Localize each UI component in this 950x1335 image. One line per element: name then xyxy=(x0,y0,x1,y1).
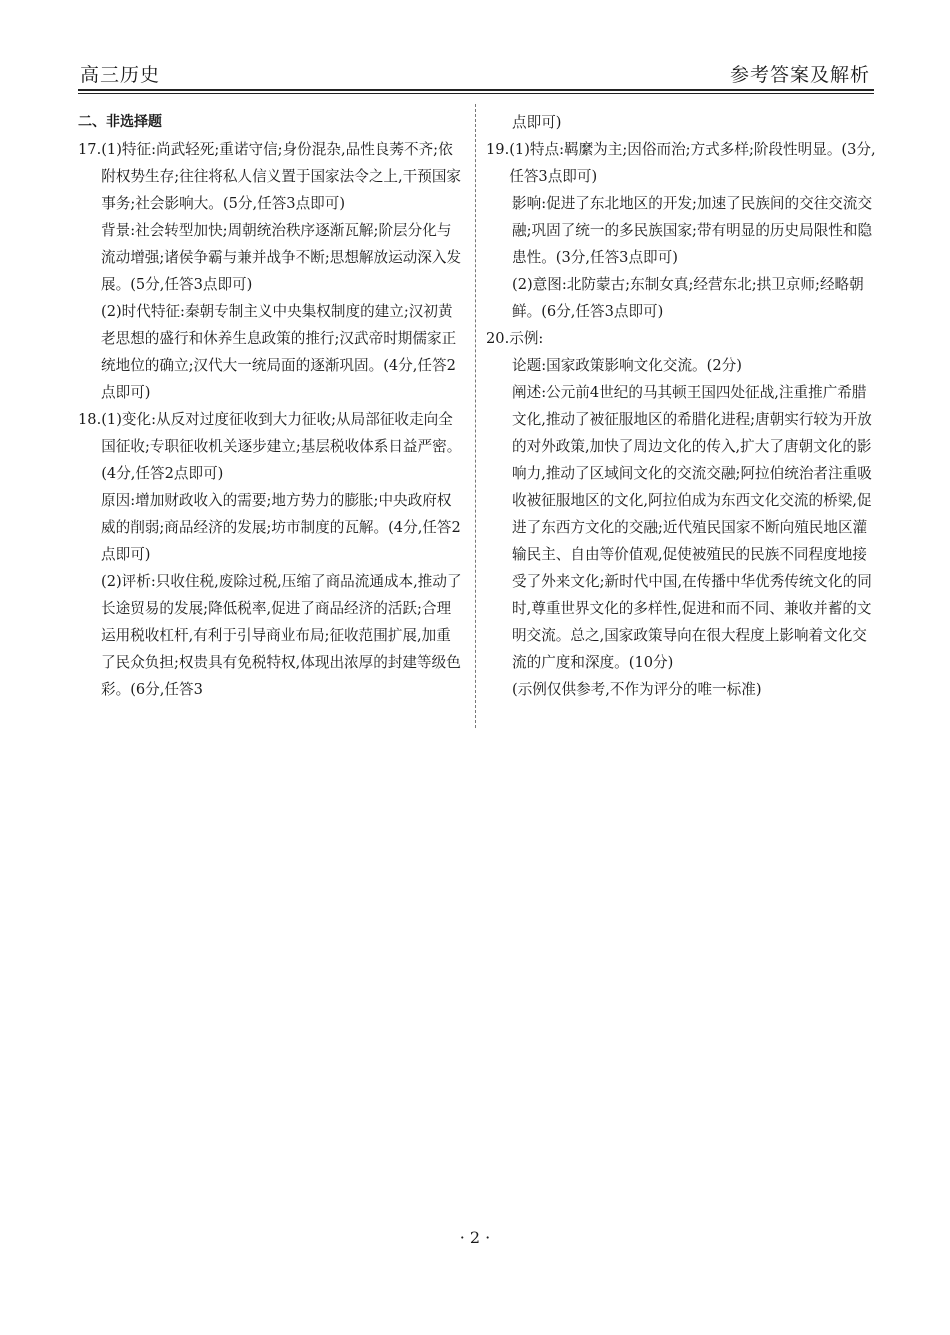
answer-paragraph: (1)特点:羁縻为主;因俗而治;方式多样;阶段性明显。(3分,任答3点即可) xyxy=(509,141,876,185)
answer-label: 示例: xyxy=(509,330,544,347)
answer-continuation: 点即可) xyxy=(512,114,562,131)
answer-paragraph: 背景:社会转型加快;周朝统治秩序逐渐瓦解;阶层分化与流动增强;诸侯争霸与兼并战争不断;思想解放运动深入发展。(5分,任答3点即可) xyxy=(101,222,462,293)
column-divider xyxy=(475,104,476,728)
answer-paragraph: 影响:促进了东北地区的开发;加速了民族间的交往交流交融;巩固了统一的多民族国家;带有明显的历史局限性和隐患性。(3分,任答3点即可) xyxy=(512,195,873,266)
answer-paragraph: (1)特征:尚武轻死;重诺守信;身份混杂,品性良莠不齐;依附权势生存;往往将私人信义置于国家法令之上,干预国家事务;社会影响大。(5分,任答3点即可) xyxy=(101,141,462,212)
answer-paragraph: (2)意图:北防蒙古;东制女真;经营东北;拱卫京师;经略朝鲜。(6分,任答3点即可) xyxy=(512,276,864,320)
question-number: 17. xyxy=(78,141,102,158)
section-heading: 二、非选择题 xyxy=(78,114,162,130)
page-number: · 2 · xyxy=(459,1228,491,1247)
question-number: 19. xyxy=(486,141,510,158)
left-column xyxy=(78,109,464,703)
right-column xyxy=(486,109,876,703)
subject-title: 高三历史 xyxy=(80,64,161,86)
answer-paragraph: 论题:国家政策影响文化交流。(2分) xyxy=(512,357,742,374)
answer-paragraph: 阐述:公元前4世纪的马其顿王国四处征战,注重推广希腊文化,推动了被征服地区的希腊化进程;唐朝实行较为开放的对外政策,加快了周边文化的传入,扩大了唐朝文化的影响力,推动了区域间文化的交流交融;阿拉伯统治者注重吸收被征服地区的文化,阿拉伯成为东西文化交流的桥梁,促进了东西方文化的交融;近代殖民国家不断向殖民地区灌输民主、自由等价值观,促使被殖民的民族不同程度地接受了外来文化;新时代中国,在传播中华优秀传统文化的同时,尊重世界文化的多样性,促进和而不同、兼收并蓄的文明交流。总之,国家政策导向在很大程度上影响着文化交流的广度和深度。(10分) xyxy=(512,384,872,671)
answer-paragraph: (2)评析:只收住税,废除过税,压缩了商品流通成本,推动了长途贸易的发展;降低税率,促进了商品经济的活跃;合理运用税收杠杆,有利于引导商业布局;征收范围扩展,加重了民众负担;权贵具有免税特权,体现出浓厚的封建等级色彩。(6分,任答3 xyxy=(101,573,462,698)
question-18 xyxy=(78,406,464,703)
answer-note: (示例仅供参考,不作为评分的唯一标准) xyxy=(512,681,762,698)
question-20 xyxy=(486,325,876,703)
question-19 xyxy=(486,136,876,325)
question-number: 20. xyxy=(486,330,510,347)
header-rule-thin xyxy=(78,93,874,94)
answer-paragraph: 原因:增加财政收入的需要;地方势力的膨胀;中央政府权威的削弱;商品经济的发展;坊市制度的瓦解。(4分,任答2点即可) xyxy=(101,492,461,563)
answer-paragraph: (1)变化:从反对过度征收到大力征收;从局部征收走向全国征收;专职征收机关逐步建立;基层税收体系日益严密。(4分,任答2点即可) xyxy=(101,411,462,482)
question-number: 18. xyxy=(78,411,102,428)
answer-paragraph: (2)时代特征:秦朝专制主义中央集权制度的建立;汉初黄老思想的盛行和休养生息政策的推行;汉武帝时期儒家正统地位的确立;汉代大一统局面的逐渐巩固。(4分,任答2点即可) xyxy=(101,303,457,401)
header-rule xyxy=(78,89,874,91)
document-title: 参考答案及解析 xyxy=(729,64,870,86)
question-17 xyxy=(78,136,464,406)
